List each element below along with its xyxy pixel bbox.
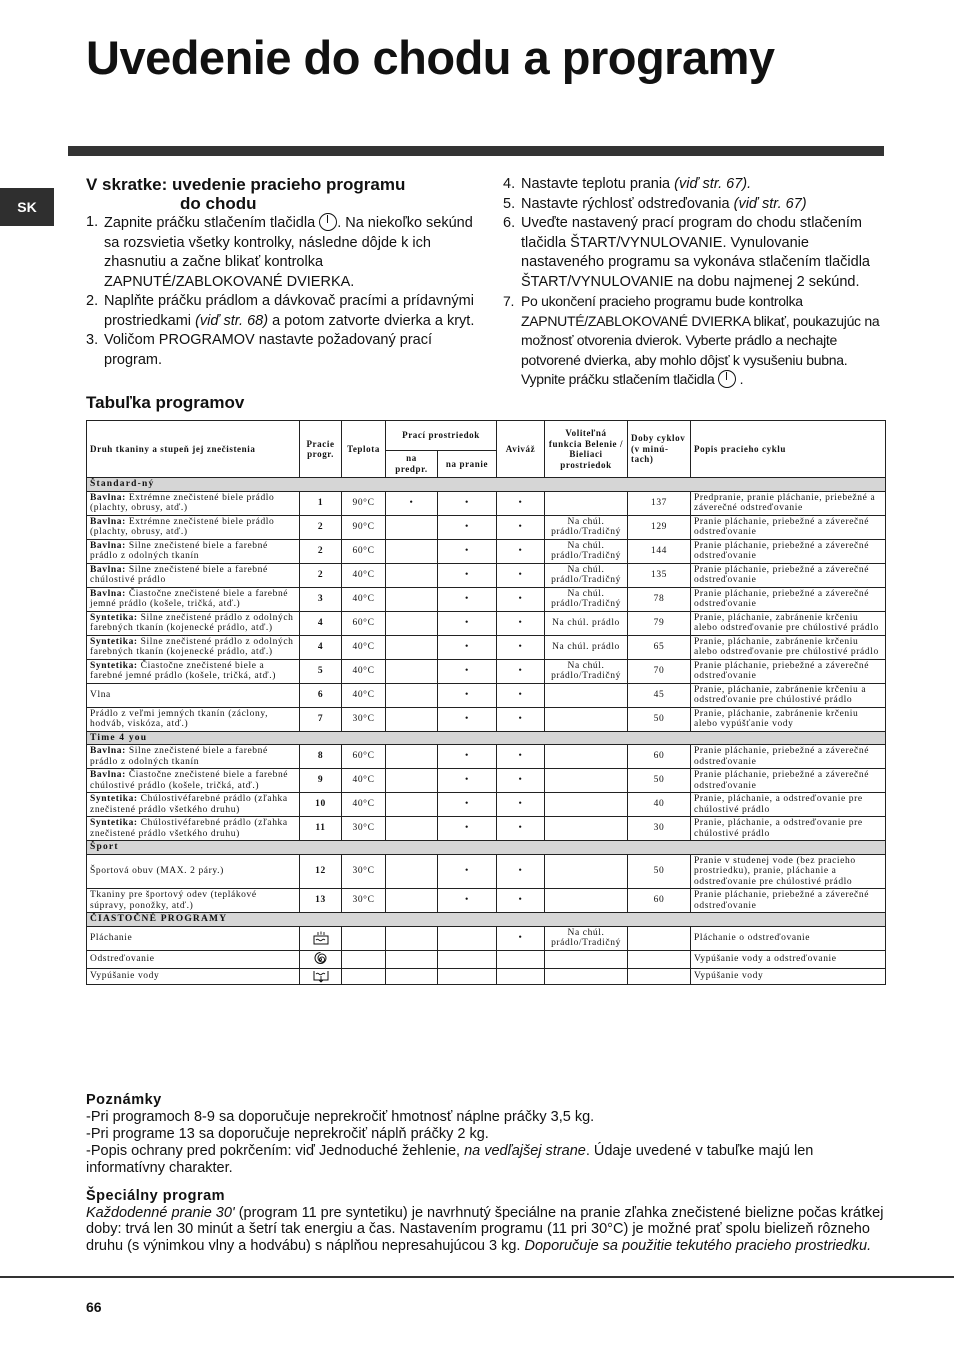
steps-list-right — [503, 175, 891, 390]
softener-mark: • — [497, 769, 545, 793]
step-7 — [503, 292, 891, 390]
fabric-cell — [87, 515, 300, 539]
step-1 — [86, 213, 476, 292]
cycle-minutes: 50 — [628, 854, 691, 889]
header-avivaz: Aviváž — [497, 421, 545, 478]
bleach-option: Na chúl. prádlo/Tradičný — [545, 563, 628, 587]
fabric-desc: Chúlostivéfarebné prádlo (zľahka znečistené prádlo všetkého druhu) — [90, 818, 288, 839]
cycle-description: Pranie pláchanie, priebežné a záverečné odstreďovanie — [691, 889, 886, 913]
fabric-type: Bavlna: — [90, 492, 126, 503]
prewash-mark — [386, 659, 438, 683]
drain-icon — [303, 970, 338, 983]
program-number: 3 — [300, 587, 342, 611]
temperature: 60°C — [342, 539, 386, 563]
wash-mark: • — [438, 889, 497, 913]
bleach-option — [545, 491, 628, 515]
program-number: 6 — [300, 683, 342, 707]
step-5 — [503, 195, 891, 215]
page-reference: (viď str. 68) — [195, 312, 269, 329]
cycle-minutes: 144 — [628, 539, 691, 563]
temperature: 90°C — [342, 515, 386, 539]
softener-mark — [497, 950, 545, 968]
cycle-description: Pranie pláchanie, priebežné a záverečné odstreďovanie — [691, 769, 886, 793]
note-emphasis: na vedľajšej strane — [464, 1143, 586, 1159]
steps-list-left — [86, 213, 476, 370]
prewash-mark — [386, 563, 438, 587]
temperature: 90°C — [342, 491, 386, 515]
wash-mark: • — [438, 854, 497, 889]
bleach-option — [545, 889, 628, 913]
fabric-cell — [87, 683, 300, 707]
note-text: . Údaje uvedené v tabuľke majú len informatívny charakter. — [86, 1143, 814, 1176]
temperature: 60°C — [342, 745, 386, 769]
step-text: . Na niekoľko sekúnd sa rozsvietia všetky kontrolky, následne dôjde k ich zhasnutiu a začne blikať kontrolka ZAPNUTÉ/ZABLOKOVANÉ DVIERKA. — [104, 215, 473, 290]
wash-mark: • — [438, 563, 497, 587]
prewash-mark — [386, 683, 438, 707]
step-text: a potom zatvorte dvierka a kryt. — [268, 312, 475, 329]
note-1: -Pri programoch 8-9 sa doporučuje neprekročiť hmotnosť náplne práčky 3,5 kg. — [86, 1109, 595, 1125]
softener-mark: • — [497, 659, 545, 683]
language-tab: SK — [0, 188, 54, 226]
softener-mark: • — [497, 926, 545, 950]
temperature: 30°C — [342, 889, 386, 913]
fabric-cell — [87, 745, 300, 769]
fabric-desc: Čiastočne znečistené biele a farebné chúlostivé prádlo (košele, tričká, atď.) — [90, 770, 289, 791]
header-teplota: Teplota — [342, 421, 386, 478]
program-row — [87, 635, 886, 659]
step-6 — [503, 214, 891, 292]
fabric-cell — [87, 491, 300, 515]
program-number: 12 — [300, 854, 342, 889]
step-4 — [503, 175, 891, 195]
wash-mark — [438, 926, 497, 950]
page-title: Uvedenie do chodu a programy — [86, 31, 775, 84]
step-text: Naplňte práčku prádlom a dávkovač pracími a prídavnými prostriedkami — [104, 293, 474, 329]
wash-mark: • — [438, 635, 497, 659]
special-recommendation: Doporučuje sa použitie tekutého pracieho prostriedku. — [524, 1237, 872, 1254]
power-icon — [718, 370, 736, 388]
fabric-type: Syntetika: — [90, 612, 138, 623]
cycle-minutes — [628, 926, 691, 950]
bleach-option — [545, 769, 628, 793]
partial-program-row — [87, 968, 886, 984]
softener-mark: • — [497, 854, 545, 889]
fabric-desc: Extrémne znečistené biele prádlo (plachty, obrusy, atď.) — [90, 492, 275, 513]
fabric-cell — [87, 539, 300, 563]
group-label: Štandard-ný — [87, 478, 886, 492]
special-heading: Špeciálny program — [86, 1188, 226, 1204]
notes-heading: Poznámky — [86, 1092, 162, 1108]
cycle-description: Pranie pláchanie, priebežné a záverečné odstreďovanie — [691, 539, 886, 563]
prewash-mark — [386, 817, 438, 841]
softener-mark: • — [497, 683, 545, 707]
program-number: 2 — [300, 515, 342, 539]
bleach-option — [545, 854, 628, 889]
footer-rule — [0, 1276, 954, 1278]
prewash-mark — [386, 539, 438, 563]
program-row — [87, 659, 886, 683]
prewash-mark — [386, 707, 438, 731]
step-text: Zapnite práčku stlačením tlačidla — [104, 215, 316, 231]
rinse-icon — [303, 931, 338, 945]
quick-start-left — [86, 175, 476, 370]
fabric-cell — [87, 659, 300, 683]
temperature: 40°C — [342, 587, 386, 611]
program-row — [87, 587, 886, 611]
program-number: 1 — [300, 491, 342, 515]
page-reference: (viď str. 67) — [733, 195, 807, 212]
temperature: 40°C — [342, 793, 386, 817]
partial-program-row — [87, 950, 886, 968]
cycle-minutes: 30 — [628, 817, 691, 841]
fabric-desc: Chúlostivéfarebné prádlo (zľahka znečistené prádlo všetkého druhu) — [90, 794, 288, 815]
cycle-minutes: 79 — [628, 611, 691, 635]
program-icon-cell — [300, 926, 342, 950]
program-row — [87, 539, 886, 563]
fabric-cell — [87, 563, 300, 587]
step-number: 1. — [86, 214, 99, 230]
fabric-cell — [87, 793, 300, 817]
fabric-desc: Športová obuv (MAX. 2 páry.) — [90, 866, 224, 876]
fabric-desc: Silne znečistené prádlo z odolných farebných tkanín (kojenecké prádlo, atď.) — [90, 636, 294, 657]
bleach-option: Na chúl. prádlo/Tradičný — [545, 926, 628, 950]
fabric-desc: Extrémne znečistené biele prádlo (plachty, obrusy, atď.) — [90, 516, 275, 537]
softener-mark: • — [497, 491, 545, 515]
note-2: -Pri programe 13 sa doporučuje neprekročiť náplň práčky 2 kg. — [86, 1126, 489, 1142]
cycle-description: Pranie, pláchanie, a odstreďovanie pre chúlostivé prádlo — [691, 817, 886, 841]
header-prog: Pracie progr. — [300, 421, 342, 478]
fabric-desc: Silne znečistené biele a farebné prádlo z odolných tkanín — [90, 540, 268, 561]
softener-mark: • — [497, 745, 545, 769]
wash-mark: • — [438, 587, 497, 611]
cycle-minutes: 135 — [628, 563, 691, 587]
special-body: (program 11 pre syntetiku) je navrhnutý špeciálne na pranie zľahka znečistené bielizne počas krátkej doby: trvá len 30 minút a šetrí tak energiu a čas. Nastavením programu (11 pri 30°C) je možné prať spolu bielizeň rôzneho druhu (s výnimkou vlny a hodvábu) s náplňou nepresahujúcou 3 kg. — [86, 1204, 884, 1254]
cycle-description: Pranie, pláchanie, a odstreďovanie pre chúlostivé prádlo — [691, 793, 886, 817]
fabric-type: Bavlna: — [90, 746, 126, 756]
table-title: Tabuľka programov — [86, 393, 245, 412]
bleach-option: Na chúl. prádlo — [545, 611, 628, 635]
wash-mark: • — [438, 515, 497, 539]
cycle-description: Pranie, pláchanie, zabránenie krčeniu alebo odstreďovanie pre chúlostivé prádlo — [691, 635, 886, 659]
temperature — [342, 926, 386, 950]
temperature: 40°C — [342, 683, 386, 707]
bleach-option: Na chúl. prádlo/Tradičný — [545, 539, 628, 563]
fabric-type: Syntetika: — [90, 794, 138, 804]
cycle-description: Pranie v studenej vode (bez pracieho prostriedku), pranie, pláchanie a odstreďovanie pre chúlostivé prádlo — [691, 854, 886, 889]
cycle-description: Vypúšanie vody a odstreďovanie — [691, 950, 886, 968]
fabric-cell — [87, 817, 300, 841]
fabric-type: Syntetika: — [90, 660, 138, 671]
wash-mark: • — [438, 491, 497, 515]
fabric-cell: Odstreďovanie — [87, 950, 300, 968]
heading-line-2: do chodu — [180, 194, 257, 213]
group-row — [87, 731, 886, 745]
page-number: 66 — [86, 1299, 102, 1315]
cycle-minutes: 40 — [628, 793, 691, 817]
softener-mark — [497, 968, 545, 984]
program-number: 10 — [300, 793, 342, 817]
prewash-mark — [386, 793, 438, 817]
page-reference: (viď str. 67). — [674, 176, 752, 192]
bleach-option: Na chúl. prádlo/Tradičný — [545, 659, 628, 683]
cycle-minutes: 60 — [628, 745, 691, 769]
group-label: Time 4 you — [87, 731, 886, 745]
temperature: 30°C — [342, 817, 386, 841]
bleach-option: Na chúl. prádlo/Tradičný — [545, 587, 628, 611]
program-number: 4 — [300, 635, 342, 659]
header-predpr: na predpr. — [386, 450, 438, 477]
softener-mark: • — [497, 793, 545, 817]
temperature: 40°C — [342, 563, 386, 587]
group-label: ČIASTOČNÉ PROGRAMY — [87, 913, 886, 927]
program-row — [87, 707, 886, 731]
wash-mark — [438, 950, 497, 968]
temperature: 40°C — [342, 659, 386, 683]
bleach-option — [545, 707, 628, 731]
fabric-desc: Silne znečistené biele a farebné prádlo z odolných tkanín — [90, 746, 268, 767]
cycle-description: Pranie, pláchanie, zabránenie krčeniu alebo vypúšťanie vody — [691, 707, 886, 731]
wash-mark: • — [438, 817, 497, 841]
prewash-mark — [386, 926, 438, 950]
step-3 — [86, 331, 476, 370]
fabric-cell — [87, 769, 300, 793]
bleach-option — [545, 817, 628, 841]
bleach-option: Na chúl. prádlo — [545, 635, 628, 659]
wash-mark: • — [438, 793, 497, 817]
bleach-option — [545, 745, 628, 769]
fabric-cell — [87, 611, 300, 635]
header-rule — [68, 146, 884, 156]
step-text: Nastavte rýchlosť odstreďovania — [521, 195, 734, 212]
prewash-mark — [386, 854, 438, 889]
fabric-cell: Vypúšanie vody — [87, 968, 300, 984]
temperature: 60°C — [342, 611, 386, 635]
wash-mark: • — [438, 659, 497, 683]
header-popis: Popis pracieho cyklu — [691, 421, 886, 478]
cycle-minutes — [628, 968, 691, 984]
cycle-minutes: 50 — [628, 707, 691, 731]
step-number: 5. — [503, 195, 516, 212]
fabric-cell — [87, 635, 300, 659]
prewash-mark — [386, 515, 438, 539]
prewash-mark — [386, 635, 438, 659]
fabric-desc: Čiastočne znečistené biele a farebné jemné prádlo (košele, tričká, atď.) — [90, 660, 276, 681]
special-program-name: Každodenné pranie 30' — [86, 1204, 235, 1221]
step-text: Po ukončení pracieho programu bude kontrolka ZAPNUTÉ/ZABLOKOVANÉ DVIERKA blikať, poukazujúc na možnosť otvorenia dvierok. Vyberte prádlo a nechajte potvorené dvierka, aby mohlo dôjsť k vysušeniu bubna. Vypnite práčku stlačením tlačidla — [521, 293, 880, 387]
cycle-minutes: 65 — [628, 635, 691, 659]
softener-mark: • — [497, 563, 545, 587]
temperature: 30°C — [342, 707, 386, 731]
temperature: 40°C — [342, 635, 386, 659]
step-number: 7. — [503, 293, 515, 309]
spin-icon — [303, 952, 338, 967]
cycle-minutes: 78 — [628, 587, 691, 611]
header-druh: Druh tkaniny a stupeň jej znečistenia — [87, 421, 300, 478]
fabric-type: Bavlna: — [90, 588, 126, 599]
prewash-mark — [386, 745, 438, 769]
bleach-option — [545, 968, 628, 984]
step-text: Voličom PROGRAMOV nastavte požadovaný prací program. — [104, 332, 433, 368]
cycle-description: Pranie pláchanie, priebežné a záverečné odstreďovanie — [691, 659, 886, 683]
program-icon-cell — [300, 950, 342, 968]
cycle-description: Pranie, pláchanie, zabránenie krčeniu alebo odstreďovanie pre chúlostivé prádlo — [691, 611, 886, 635]
wash-mark: • — [438, 683, 497, 707]
fabric-type: Bavlna: — [90, 564, 126, 575]
cycle-description: Pláchanie o odstreďovanie — [691, 926, 886, 950]
program-row — [87, 515, 886, 539]
program-number: 9 — [300, 769, 342, 793]
cycle-description: Pranie pláchanie, priebežné a záverečné odstreďovanie — [691, 745, 886, 769]
power-icon — [319, 213, 337, 231]
cycle-minutes: 45 — [628, 683, 691, 707]
prewash-mark — [386, 587, 438, 611]
note-3 — [86, 1143, 886, 1177]
wash-mark: • — [438, 539, 497, 563]
cycle-description: Predpranie, pranie pláchanie, priebežné a záverečné odstreďovanie — [691, 491, 886, 515]
program-row — [87, 683, 886, 707]
fabric-cell — [87, 854, 300, 889]
program-row — [87, 889, 886, 913]
program-row — [87, 817, 886, 841]
program-row — [87, 854, 886, 889]
softener-mark: • — [497, 817, 545, 841]
header-pranie: na pranie — [438, 450, 497, 477]
temperature — [342, 968, 386, 984]
softener-mark: • — [497, 635, 545, 659]
temperature: 40°C — [342, 769, 386, 793]
note-text: -Popis ochrany pred pokrčením: viď Jednoduché žehlenie, — [86, 1143, 465, 1159]
group-row — [87, 913, 886, 927]
cycle-minutes: 50 — [628, 769, 691, 793]
fabric-desc: Tkaniny pre športový odev (teplákové súpravy, ponožky, atď.) — [90, 890, 257, 911]
fabric-cell — [87, 889, 300, 913]
program-number: 2 — [300, 539, 342, 563]
fabric-cell — [87, 707, 300, 731]
programs-table — [86, 420, 886, 985]
cycle-minutes: 60 — [628, 889, 691, 913]
heading-line-1: V skratke: uvedenie pracieho programu — [86, 175, 406, 194]
fabric-type: Bavlna: — [90, 516, 126, 527]
softener-mark: • — [497, 539, 545, 563]
prewash-mark — [386, 889, 438, 913]
program-number: 13 — [300, 889, 342, 913]
step-number: 3. — [86, 332, 99, 348]
header-doby: Doby cyklov (v minú-tach) — [628, 421, 691, 478]
temperature: 30°C — [342, 854, 386, 889]
softener-mark: • — [497, 611, 545, 635]
prewash-mark — [386, 769, 438, 793]
group-label: Šport — [87, 841, 886, 855]
fabric-desc: Čiastočne znečistené biele a farebné jemné prádlo (košele, tričká, atď.) — [90, 588, 289, 609]
quick-start-heading — [86, 175, 476, 213]
program-number: 2 — [300, 563, 342, 587]
cycle-description: Pranie pláchanie, priebežné a záverečné odstreďovanie — [691, 563, 886, 587]
fabric-desc: Vlna — [90, 689, 111, 700]
bleach-option: Na chúl. prádlo/Tradičný — [545, 515, 628, 539]
program-row — [87, 611, 886, 635]
cycle-minutes — [628, 950, 691, 968]
fabric-desc: Prádlo z veľmi jemných tkanín (záclony, hodváb, viskóza, atď.) — [90, 708, 269, 729]
header-praci: Prací prostriedok — [386, 421, 497, 451]
fabric-cell: Pláchanie — [87, 926, 300, 950]
cycle-minutes: 137 — [628, 491, 691, 515]
prewash-mark — [386, 611, 438, 635]
program-number: 11 — [300, 817, 342, 841]
partial-program-row — [87, 926, 886, 950]
prewash-mark — [386, 968, 438, 984]
programs-body — [87, 478, 886, 985]
bleach-option — [545, 683, 628, 707]
program-number: 8 — [300, 745, 342, 769]
fabric-desc: Silne znečistené prádlo z odolných farebných tkanín (kojenecké prádlo, atď.) — [90, 612, 294, 633]
softener-mark: • — [497, 889, 545, 913]
cycle-description: Pranie pláchanie, priebežné a záverečné odstreďovanie — [691, 515, 886, 539]
step-number: 2. — [86, 293, 99, 309]
cycle-description: Pranie pláchanie, priebežné a záverečné odstreďovanie — [691, 587, 886, 611]
fabric-type: Syntetika: — [90, 818, 138, 828]
step-2 — [86, 292, 476, 331]
fabric-cell — [87, 587, 300, 611]
header-volitelna: Voliteľná funkcia Belenie / Bieliaci prostriedok — [545, 421, 628, 478]
special-program-section — [86, 1188, 886, 1254]
wash-mark: • — [438, 769, 497, 793]
cycle-minutes: 129 — [628, 515, 691, 539]
fabric-type: Bavlna: — [90, 770, 126, 780]
fabric-desc: Silne znečistené biele a farebné chúlostivé prádlo — [90, 564, 268, 585]
program-row — [87, 491, 886, 515]
prewash-mark: • — [386, 491, 438, 515]
program-row — [87, 769, 886, 793]
step-number: 6. — [503, 215, 516, 231]
program-number: 5 — [300, 659, 342, 683]
program-icon-cell — [300, 968, 342, 984]
wash-mark: • — [438, 707, 497, 731]
bleach-option — [545, 950, 628, 968]
group-row — [87, 841, 886, 855]
step-text: Uveďte nastavený prací program do chodu stlačením tlačidla ŠTART/VYNULOVANIE. Vynulovanie nastaveného programu sa vykonáva stlačením tlačidla ŠTART/VYNULOVANIE na dobu najmenej 2 sekúnd. — [521, 215, 870, 290]
wash-mark: • — [438, 611, 497, 635]
bleach-option — [545, 793, 628, 817]
cycle-description: Vypúšanie vody — [691, 968, 886, 984]
softener-mark: • — [497, 587, 545, 611]
group-row — [87, 478, 886, 492]
notes-section — [86, 1092, 886, 1177]
softener-mark: • — [497, 707, 545, 731]
program-row — [87, 745, 886, 769]
program-row — [87, 793, 886, 817]
wash-mark: • — [438, 745, 497, 769]
program-number: 7 — [300, 707, 342, 731]
fabric-type: Syntetika: — [90, 636, 138, 647]
step-number: 4. — [503, 176, 516, 192]
wash-mark — [438, 968, 497, 984]
quick-start-right — [503, 175, 891, 390]
program-number: 4 — [300, 611, 342, 635]
fabric-type: Bavlna: — [90, 540, 126, 551]
special-text — [86, 1205, 886, 1255]
step-text: . — [739, 371, 744, 387]
temperature — [342, 950, 386, 968]
cycle-minutes: 70 — [628, 659, 691, 683]
program-row — [87, 563, 886, 587]
softener-mark: • — [497, 515, 545, 539]
step-text: Nastavte teplotu prania — [521, 176, 675, 192]
prewash-mark — [386, 950, 438, 968]
cycle-description: Pranie, pláchanie, zabránenie krčeniu a odstreďovanie pre chúlostivé prádlo — [691, 683, 886, 707]
